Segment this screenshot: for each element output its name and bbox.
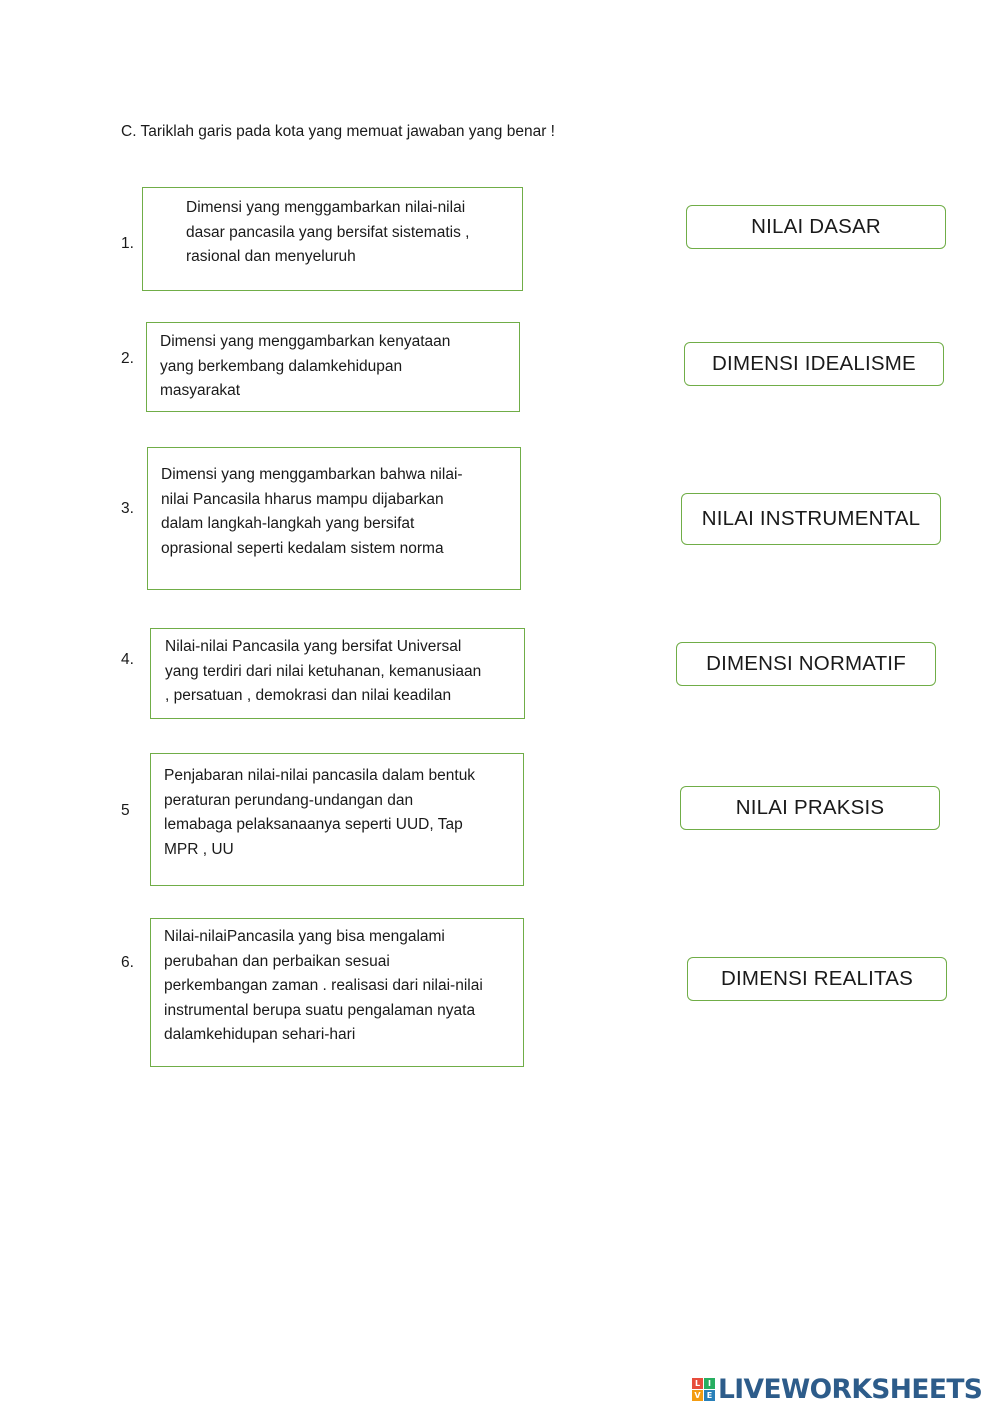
question-line: MPR , UU xyxy=(164,840,234,858)
instruction-text: C. Tariklah garis pada kota yang memuat jawaban yang benar ! xyxy=(121,123,555,140)
question-line: perkembangan zaman . realisasi dari nilai-nilai xyxy=(164,977,483,994)
question-line: dalamkehidupan sehari-hari xyxy=(164,1026,356,1043)
question-number: 6. xyxy=(121,954,134,971)
question-box-2 xyxy=(146,322,520,412)
question-line: Penjabaran nilai-nilai pancasila dalam bentuk xyxy=(164,767,476,784)
question-line: oprasional seperti kedalam sistem norma xyxy=(161,539,444,557)
question-number: 1. xyxy=(121,235,134,252)
answer-nilai-dasar[interactable]: NILAI DASAR xyxy=(686,205,946,249)
question-box-3 xyxy=(147,447,521,590)
liveworksheets-logo xyxy=(692,1372,982,1406)
question-line: , persatuan , demokrasi dan nilai keadilan xyxy=(165,687,452,704)
answer-dimensi-normatif[interactable]: DIMENSI NORMATIF xyxy=(676,642,936,686)
question-box-1 xyxy=(142,187,523,291)
question-line: instrumental berupa suatu pengalaman nyata xyxy=(164,1001,476,1019)
question-line: nilai Pancasila hharus mampu dijabarkan xyxy=(161,490,444,508)
question-number: 3. xyxy=(121,500,134,517)
answer-nilai-instrumental[interactable]: NILAI INSTRUMENTAL xyxy=(681,493,941,545)
question-line: rasional dan menyeluruh xyxy=(186,248,356,265)
question-number: 2. xyxy=(121,350,134,367)
logo-letter: V xyxy=(692,1390,703,1401)
question-number: 5 xyxy=(121,802,130,819)
question-line: yang terdiri dari nilai ketuhanan, kemanusiaan xyxy=(165,662,482,680)
question-box-4 xyxy=(150,628,525,719)
question-line: peraturan perundang-undangan dan xyxy=(164,791,414,809)
brand-name: LIVEWORKSHEETS xyxy=(718,1373,983,1405)
logo-letter: E xyxy=(704,1390,715,1401)
question-number: 4. xyxy=(121,651,134,668)
question-line: Dimensi yang menggambarkan kenyataan xyxy=(160,333,451,350)
question-line: Nilai-nilaiPancasila yang bisa mengalami xyxy=(164,928,445,945)
answer-dimensi-realitas[interactable]: DIMENSI REALITAS xyxy=(687,957,947,1001)
question-line: Nilai-nilai Pancasila yang bersifat Universal xyxy=(165,638,462,655)
logo-letter: L xyxy=(692,1378,703,1389)
question-box-6 xyxy=(150,918,524,1067)
question-line: Dimensi yang menggambarkan nilai-nilai xyxy=(186,199,466,216)
question-line: perubahan dan perbaikan sesuai xyxy=(164,952,390,970)
answer-nilai-praksis[interactable]: NILAI PRAKSIS xyxy=(680,786,940,830)
question-line: yang berkembang dalamkehidupan xyxy=(160,357,403,375)
question-line: lemabaga pelaksanaanya seperti UUD, Tap xyxy=(164,816,463,833)
question-line: Dimensi yang menggambarkan bahwa nilai- xyxy=(161,466,463,483)
logo-letter: I xyxy=(704,1378,715,1389)
question-line: dasar pancasila yang bersifat sistematis , xyxy=(186,223,470,241)
question-line: dalam langkah-langkah yang bersifat xyxy=(161,515,415,532)
answer-dimensi-idealisme[interactable]: DIMENSI IDEALISME xyxy=(684,342,944,386)
question-box-5 xyxy=(150,753,524,886)
question-line: masyarakat xyxy=(160,382,241,399)
logo-grid-icon xyxy=(692,1378,715,1401)
